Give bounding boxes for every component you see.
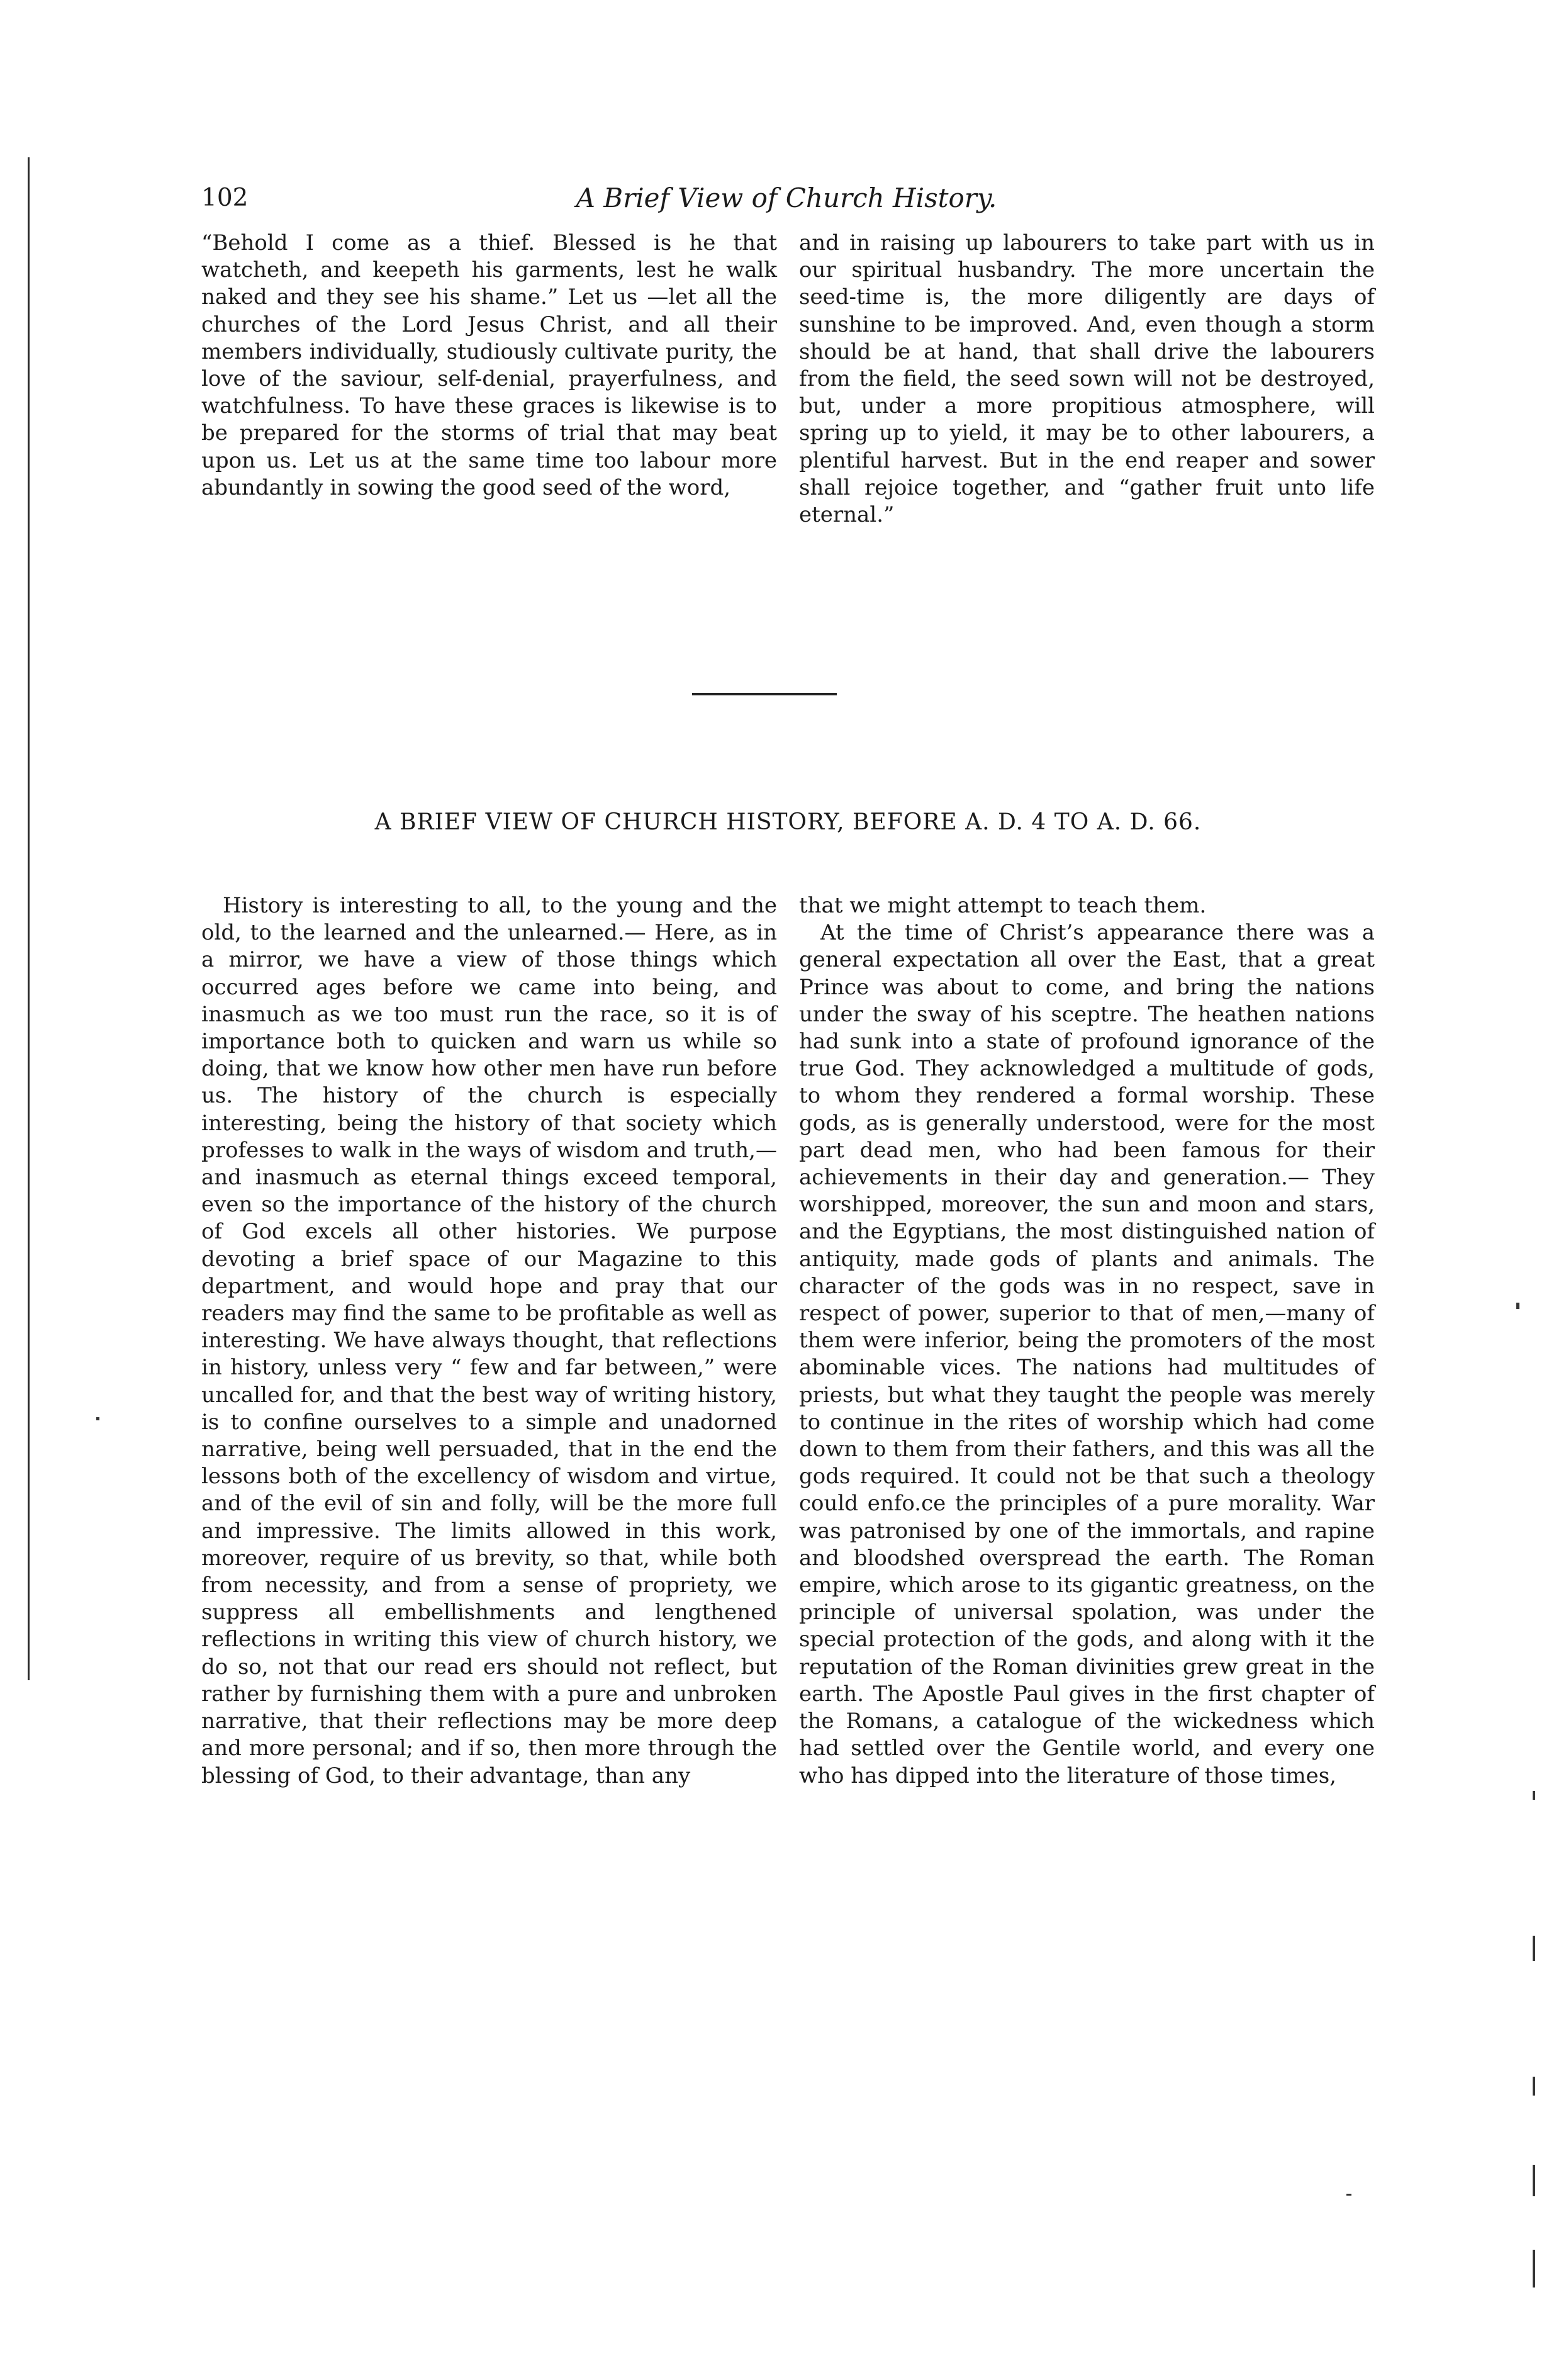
page-binding-edge [28, 157, 30, 1680]
section-divider [692, 693, 837, 695]
article-left-paragraph: History is interesting to all, to the young and the old, to the learned and the unlearned.— Here, as in a mirror, we have a view of those things which occurred ages before we came into being, and inasmuch as we too must run the race, so it is of importance both to quicken and warn us while so doing, that we know how other men have run before us. The history of the church is especially interesting, being the history of that society which professes to walk in the ways of wisdom and truth,—and inasmuch as eternal things exceed temporal, even so the importance of the history of the church of God excels all other histories. We purpose devoting a brief space of our Magazine to this department, and would hope and pray that our readers may find the same to be profitable as well as interesting. We have always thought, that reflections in history, unless very “ few and far between,” were uncalled for, and that the best way of writing history, is to confine ourselves to a simple and unadorned narrative, being well persuaded, that in the end the lessons both of the excellency of wisdom and virtue, and of the evil of sin and folly, will be the more full and impressive. The limits allowed in this work, moreover, require of us brevity, so that, while both from necessity, and from a sense of propriety, we suppress all embellishments and lengthened reflections in writing this view of church history, we do so, not that our read ers should not reflect, but rather by furnishing them with a pure and unbroken narrative, that their reflections may be more deep and more personal; and if so, then more through the blessing of God, to their advantage, than any [201, 893, 777, 1788]
article-right-column [799, 892, 1375, 1790]
margin-speck [1346, 2194, 1351, 2196]
top-left-paragraph: “Behold I come as a thief. Blessed is he that watcheth, and keepeth his garments, lest he walk naked and they see his shame.” Let us —let all the churches of the Lord Jesus Christ, and all their members individually, studiously cultivate purity, the love of the saviour, self-denial, prayerfulness, and watchfulness. To have these graces is likewise is to be prepared for the storms of trial that may beat upon us. Let us at the same time too labour more abundantly in sowing the good seed of the word, [201, 230, 777, 500]
margin-speck [1533, 1791, 1535, 1800]
margin-speck [1533, 2165, 1535, 2196]
page-number: 102 [201, 184, 249, 212]
article-title: A BRIEF VIEW OF CHURCH HISTORY, BEFORE A. D. 4 TO A. D. 66. [374, 809, 1202, 835]
margin-speck [1533, 1936, 1535, 1961]
page-header [201, 182, 1372, 220]
article-left-column [201, 892, 777, 1790]
article-right-paragraph-1: that we might attempt to teach them. [799, 893, 1207, 918]
top-right-column [799, 230, 1375, 529]
margin-speck [1533, 2077, 1535, 2096]
article-right-paragraph-2: At the time of Christ’s appearance there was a general expectation all over the East, that a great Prince was about to come, and bring the nations under the sway of his sceptre. The heathen nations had sunk into a state of profound ignorance of the true God. They acknowledged a multitude of gods, to whom they rendered a formal worship. These gods, as is generally understood, were for the most part dead men, who had been famous for their achievements in their day and generation.— They worshipped, moreover, the sun and moon and stars, and the Egyptians, the most distinguished nation of antiquity, made gods of plants and animals. The character of the gods was in no respect, save in respect of power, superior to that of men,—many of them were inferior, being the promoters of the most abominable vices. The nations had multitudes of priests, but what they taught the people was merely to continue in the rites of worship which had come down to them from their fathers, and this was all the gods required. It could not be that such a theology could enfo.ce the principles of a pure morality. War was patronised by one of the immortals, and rapine and bloodshed overspread the earth. The Roman empire, which arose to its gigantic greatness, on the principle of universal spolation, was under the special protection of the gods, and along with it the reputation of the Roman divinities grew great in the earth. The Apostle Paul gives in the first chapter of the Romans, a catalogue of the wickedness which had settled over the Gentile world, and every one who has dipped into the literature of those times, [799, 920, 1375, 1788]
margin-speck [1533, 2250, 1535, 2287]
top-left-column [201, 230, 777, 502]
margin-speck [96, 1417, 99, 1420]
top-right-paragraph: and in raising up labourers to take part with us in our spiritual husbandry. The more uncertain the seed-time is, the more diligently are days of sunshine to be improved. And, even though a storm should be at hand, that shall drive the labourers from the field, the seed sown will not be destroyed, but, under a more propitious atmosphere, will spring up to yield, it may be to other labourers, a plentiful harvest. But in the end reaper and sower shall rejoice together, and “gather fruit unto life eternal.” [799, 230, 1375, 528]
running-title: A Brief View of Church History. [576, 182, 997, 213]
margin-speck [1516, 1303, 1519, 1309]
